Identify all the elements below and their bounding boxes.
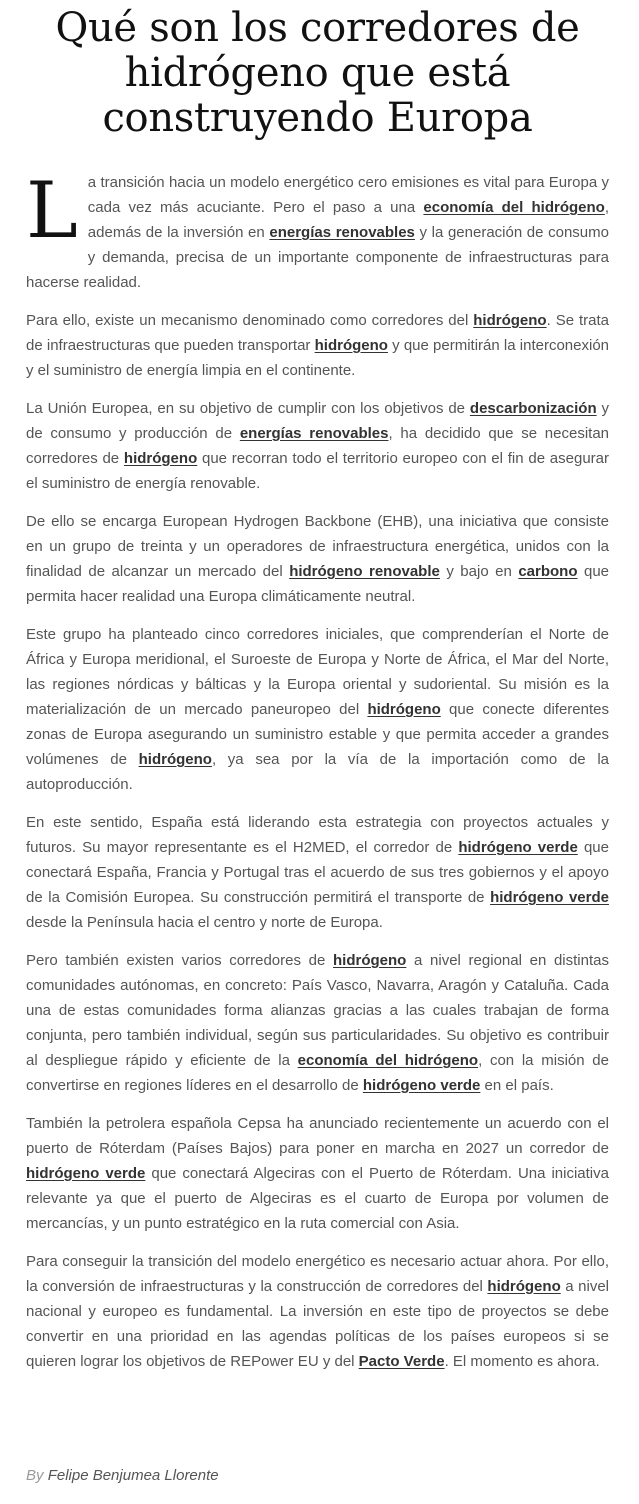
paragraph-text: que recorran todo el territorio europeo con el fin de asegurar el suministro de energía renovable. (26, 450, 609, 492)
paragraph (26, 1111, 609, 1236)
article-body (26, 166, 610, 1387)
paragraph-text: Pero también existen varios corredores de (26, 952, 334, 969)
paragraph-text: y bajo en (439, 563, 519, 580)
link-hidrogeno-renovable[interactable]: hidrógeno renovable (289, 563, 440, 580)
paragraph-text: desde la Península hacia el centro y norte de Europa. (26, 914, 383, 931)
paragraph-text: que conectará Algeciras con el Puerto de Róterdam. Una iniciativa relevante ya que el puerto de Algeciras es el cuarto de Europa por volumen de mercancías, y un punto estratégico en la ruta comercial con Asia. (26, 1165, 609, 1232)
paragraph-text: , ya sea por la vía de la importación como de la autoproducción. (26, 751, 609, 793)
paragraph-text: en el país. (480, 1077, 554, 1094)
link-hidrogeno[interactable]: hidrógeno (138, 751, 212, 768)
paragraph (26, 396, 609, 496)
link-energias-renovables[interactable]: energías renovables (269, 224, 415, 241)
paragraph (26, 1249, 609, 1374)
link-hidrogeno[interactable]: hidrógeno (473, 312, 547, 329)
paragraph (26, 308, 609, 383)
link-energias-renovables[interactable]: energías renovables (239, 425, 389, 442)
link-hidrogeno[interactable]: hidrógeno (487, 1278, 561, 1295)
paragraph-text: La Unión Europea, en su objetivo de cumplir con los objetivos de (26, 400, 470, 417)
paragraph (26, 810, 609, 935)
link-hidrogeno[interactable]: hidrógeno (367, 701, 441, 718)
paragraph-text: y que permitirán la interconexión y el suministro de energía limpia en el continente. (26, 337, 610, 379)
paragraph-text: Para conseguir la transición del modelo energético es necesario actuar ahora. Por ello, la conversión de infraestructuras y la construcción de corredores del (26, 1253, 609, 1295)
link-descarbonizacion[interactable]: descarbonización (469, 400, 597, 417)
link-pacto-verde[interactable]: Pacto Verde (358, 1353, 445, 1370)
paragraph-text: , con la misión de convertirse en regiones líderes en el desarrollo de (26, 1052, 609, 1094)
paragraph-text: que conectará España, Francia y Portugal tras el acuerdo de sus tres gobiernos y el apoyo de la Comisión Europea. Su construcción permitirá el transporte de (26, 839, 609, 906)
paragraph (26, 622, 609, 797)
link-hidrogeno-verde[interactable]: hidrógeno verde (26, 1165, 146, 1182)
link-hidrogeno[interactable]: hidrógeno (333, 952, 407, 969)
drop-cap: L (26, 166, 78, 256)
paragraph-text: En este sentido, España está liderando esta estrategia con proyectos actuales y futuros. Su mayor representante es el H2MED, el corredor de (26, 814, 609, 856)
link-hidrogeno[interactable]: hidrógeno (123, 450, 198, 467)
paragraph-text: También la petrolera española Cepsa ha anunciado recientemente un acuerdo con el puerto de Róterdam (Países Bajos) para poner en marcha en 2027 un corredor de (26, 1115, 609, 1157)
paragraph-text: y de consumo y producción de (26, 400, 609, 442)
paragraph (26, 509, 609, 609)
paragraph-text: Para ello, existe un mecanismo denominado como corredores del (26, 312, 474, 329)
paragraph-text: a nivel nacional y europeo es fundamental. La inversión en este tipo de proyectos se debe convertir en una prioridad en las agendas políticas de los países europeos si se quieren lograr los objetivos de REPower EU y del (26, 1278, 609, 1370)
byline (26, 1467, 219, 1484)
paragraph-text: , ha decidido que se necesitan corredores de (26, 425, 610, 467)
paragraph-text: . Se trata de infraestructuras que pueden transportar (26, 312, 609, 354)
paragraph-text: a transición hacia un modelo energético cero emisiones es vital para Europa y cada vez más acuciante. Pero el paso a una (87, 174, 609, 216)
link-hidrogeno-verde[interactable]: hidrógeno verde (490, 889, 609, 906)
link-carbono[interactable]: carbono (518, 563, 578, 580)
paragraph-text: a nivel regional en distintas comunidades autónomas, en concreto: País Vasco, Navarra, Aragón y Cataluña. Cada una de estas comunidades forma alianzas gracias a las cuales trabajan de forma conjunta, pero también individual, según sus particularidades. Su objetivo es contribuir al despliegue rápido y eficiente de la (26, 952, 609, 1069)
paragraph-text: que permita hacer realidad una Europa climáticamente neutral. (26, 563, 610, 605)
link-hidrogeno-verde[interactable]: hidrógeno verde (362, 1077, 481, 1094)
byline-prefix: By (26, 1467, 44, 1484)
article-title: Qué son los corredores de hidrógeno que está construyendo Europa (55, 5, 580, 141)
author-name[interactable]: Felipe Benjumea Llorente (47, 1467, 219, 1484)
paragraph (26, 166, 609, 295)
paragraph-text: De ello se encarga European Hydrogen Backbone (EHB), una iniciativa que consiste en un grupo de treinta y un operadores de infraestructura energética, unidos con la finalidad de alcanzar un mercado del (26, 513, 609, 580)
paragraph-text: Este grupo ha planteado cinco corredores iniciales, que comprenderían el Norte de África y Europa meridional, el Suroeste de Europa y Norte de África, el Mar del Norte, las regiones nórdicas y bálticas y la Europa oriental y sudoriental. Su misión es la materialización de un mercado paneuropeo del (26, 626, 609, 718)
paragraph-text: . El momento es ahora. (444, 1353, 600, 1370)
paragraph (26, 948, 609, 1098)
link-economia-del-hidrogeno[interactable]: economía del hidrógeno (297, 1052, 479, 1069)
paragraph-text: , además de la inversión en (87, 199, 609, 241)
link-hidrogeno-verde[interactable]: hidrógeno verde (458, 839, 578, 856)
link-hidrogeno[interactable]: hidrógeno (314, 337, 388, 354)
paragraph-text: y la generación de consumo y demanda, precisa de un importante componente de infraestructuras para hacerse realidad. (26, 224, 609, 291)
paragraph-text: que conecte diferentes zonas de Europa asegurando un suministro estable y que permita acceder a grandes volúmenes de (26, 701, 609, 768)
link-economia-del-hidrogeno[interactable]: economía del hidrógeno (423, 199, 605, 216)
